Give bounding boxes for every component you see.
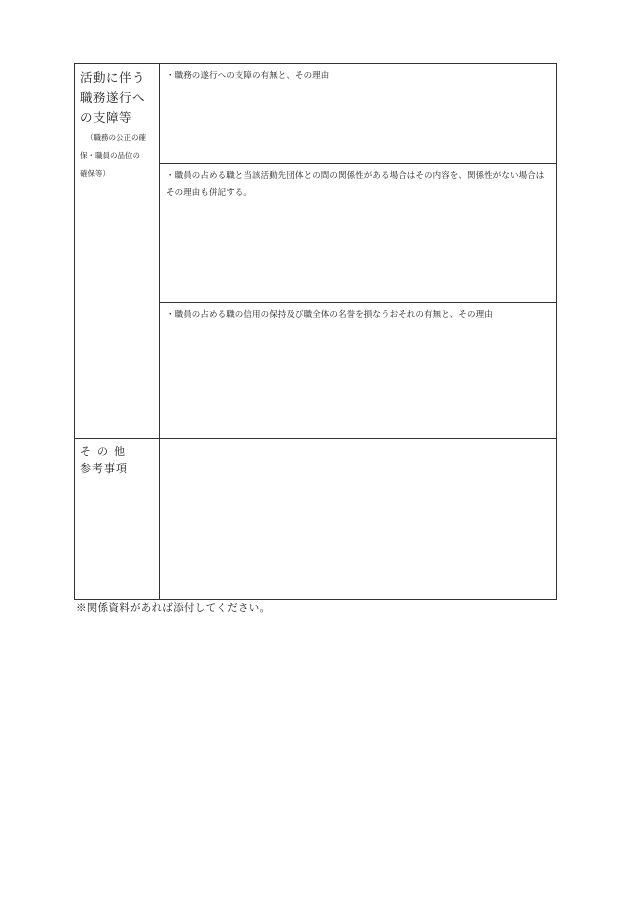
other-notes-field[interactable] bbox=[160, 439, 557, 600]
relationship-prompt: ・職員の占める職と当該活動先団体との間の関係性がある場合はその内容を、関係性がない場合はその理由も併記する。 bbox=[166, 171, 545, 198]
table-row bbox=[75, 64, 557, 164]
duty-obstacle-field[interactable] bbox=[160, 64, 557, 164]
credibility-field[interactable] bbox=[160, 303, 557, 439]
duty-impact-label: 活動に伴う職務遂行への支障等 bbox=[80, 70, 146, 125]
attachment-footnote: ※関係資料があれば添付してください。 bbox=[76, 602, 271, 614]
other-label-line2: 参考事項 bbox=[80, 462, 128, 475]
credibility-prompt: ・職員の占める職の信用の保持及び職全体の名誉を損なうおそれの有無と、その理由 bbox=[166, 310, 493, 320]
duty-impact-sublabel-line3: 確保等） bbox=[80, 169, 110, 178]
activity-form-table bbox=[74, 63, 557, 600]
relationship-field[interactable] bbox=[160, 164, 557, 303]
duty-impact-label-cell bbox=[75, 64, 160, 439]
other-label-line1: その他 bbox=[80, 445, 131, 458]
duty-obstacle-prompt: ・職務の遂行への支障の有無と、その理由 bbox=[166, 71, 330, 81]
duty-impact-sublabel-line1: （職務の公正の確 bbox=[86, 133, 146, 142]
table-row bbox=[75, 439, 557, 600]
other-label-cell bbox=[75, 439, 160, 600]
duty-impact-sublabel-line2: 保・職員の品位の bbox=[80, 151, 140, 160]
